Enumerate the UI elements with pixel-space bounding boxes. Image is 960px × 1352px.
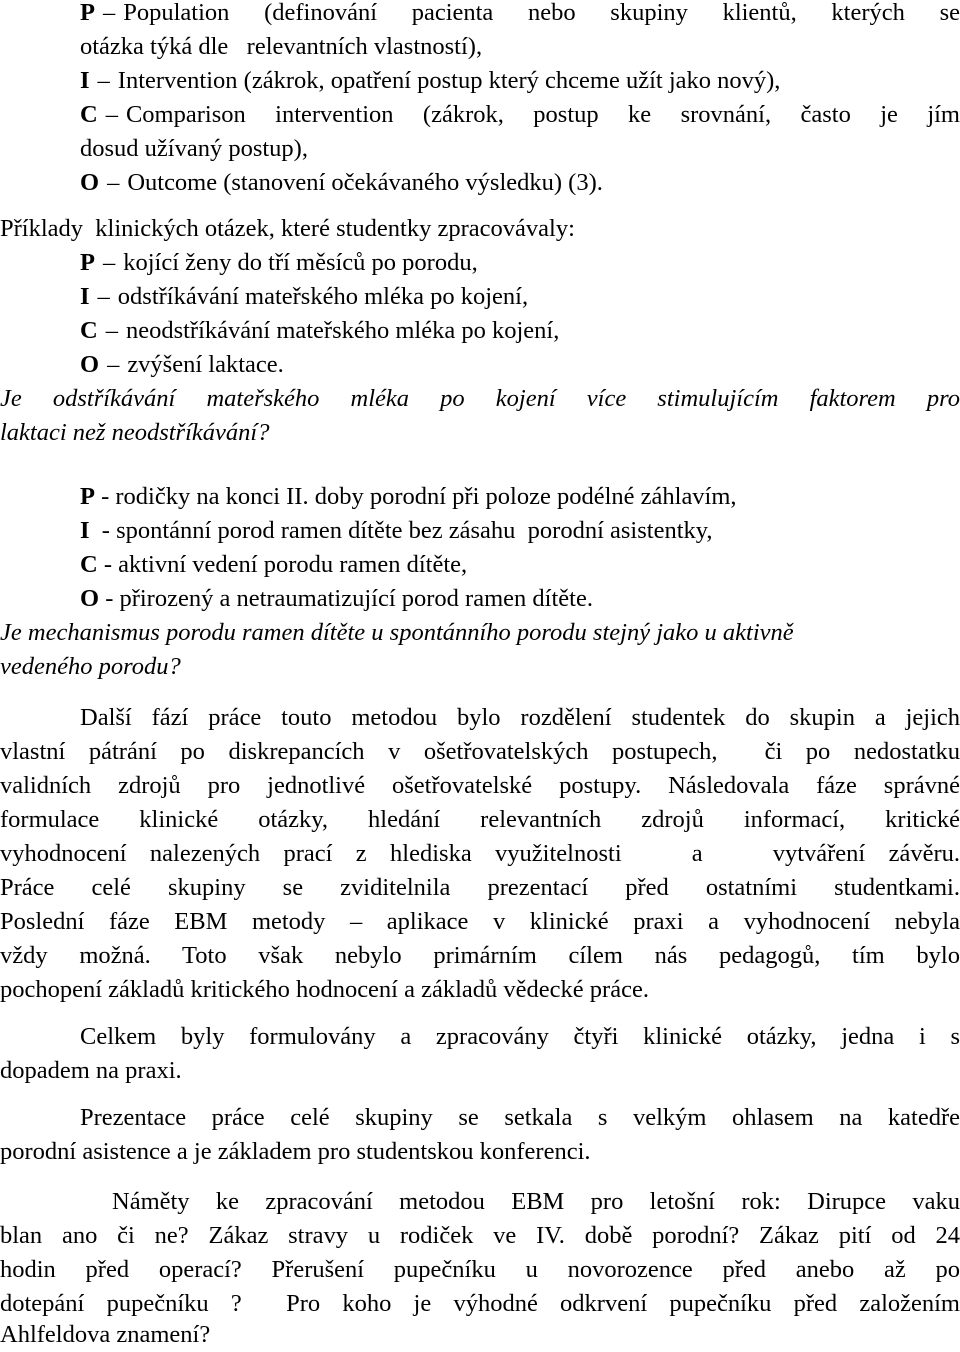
example2-c (0, 548, 960, 582)
paragraph1-line: vždy možná. Toto však nebylo primárním cílem nás pedagogů, tím bylo (0, 942, 960, 969)
pico-c-text: Comparison intervention (zákrok, postup ke srovnání, často je jím (125, 101, 960, 128)
paragraph1-line: Poslední fáze EBM metody – aplikace v klinické praxi a vyhodnocení nebyla (0, 908, 960, 935)
example1-o-letter: O (80, 351, 100, 378)
paragraph1-line: Další fází práce touto metodou bylo rozdělení studentek do skupin a jejich (80, 704, 960, 731)
example2-o-letter: O (80, 585, 100, 612)
pico-c-cont: dosud užívaný postup), (80, 135, 308, 162)
example2-i-text: - spontánní porod ramen dítěte bez zásahu porodní asistentky, (89, 517, 713, 544)
pico-p-letter: P (80, 0, 95, 26)
paragraph1-line: vlastní pátrání po diskrepancích v ošetřovatelských postupech, či po nedostatku (0, 738, 960, 765)
paragraph4-line: dotepání pupečníku ? Pro koho je výhodné odkrvení pupečníku před založením (0, 1290, 960, 1317)
example2-question-line1: Je mechanismus porodu ramen dítěte u spontánního porodu stejný jako u aktivně (0, 619, 794, 646)
paragraph1-line: pochopení základů kritického hodnocení a základů vědecké práce. (0, 976, 649, 1003)
pico-i-line (0, 64, 960, 98)
pico-i-dash: – (97, 67, 110, 94)
example1-c (0, 314, 960, 348)
examples-intro: Příklady klinických otázek, které studentky zpracovávaly: (0, 215, 575, 242)
paragraph2-line: dopadem na praxi. (0, 1057, 182, 1084)
example1-c-dash: – (105, 317, 118, 344)
example1-p (0, 246, 960, 280)
paragraph1-line: validních zdrojů pro jednotlivé ošetřovatelské postupy. Následovala fáze správné (0, 772, 960, 799)
paragraph1-line: formulace klinické otázky, hledání relevantních zdrojů informací, kritické (0, 806, 960, 833)
example2-c-text: - aktivní vedení porodu ramen dítěte, (103, 551, 468, 578)
pico-p-line (0, 0, 960, 30)
paragraph1-line: Práce celé skupiny se zviditelnila prezentací před ostatními studentkami. (0, 874, 960, 901)
paragraph2-line: Celkem byly formulovány a zpracovány čtyři klinické otázky, jedna i s (80, 1023, 960, 1050)
paragraph4-line: Ahlfeldova znamení? (0, 1321, 211, 1348)
example1-i-letter: I (80, 283, 90, 310)
example2-o (0, 582, 960, 616)
example1-c-text: neodstříkávání mateřského mléka po kojení, (125, 317, 560, 344)
paragraph3-line: Prezentace práce celé skupiny se setkala s velkým ohlasem na katedře (80, 1104, 960, 1131)
paragraph4-line: blan ano či ne? Zákaz stravy u rodiček ve IV. době porodní? Zákaz pití od 24 (0, 1222, 960, 1249)
example2-c-letter: C (80, 551, 98, 578)
example1-i-dash: – (97, 283, 110, 310)
example2-p-letter: P (80, 483, 95, 510)
pico-c-dash: – (105, 101, 118, 128)
pico-p-text: Population (definování pacienta nebo skupiny klientů, kterých se (123, 0, 960, 26)
example2-o-text: - přirozený a netraumatizující porod ramen dítěte. (105, 585, 593, 612)
example2-p (0, 480, 960, 514)
paragraph4-line: hodin před operací? Přerušení pupečníku u novorozence před anebo až po (0, 1256, 960, 1283)
pico-o-letter: O (80, 169, 100, 196)
example1-c-letter: C (80, 317, 98, 344)
example1-p-letter: P (80, 249, 95, 276)
pico-c-letter: C (80, 101, 98, 128)
example1-question-line2: laktaci než neodstříkávání? (0, 419, 270, 446)
example1-o-dash: – (107, 351, 120, 378)
pico-o-text: Outcome (stanovení očekávaného výsledku) (3). (127, 169, 603, 196)
example1-p-text: kojící ženy do tří měsíců po porodu, (123, 249, 478, 276)
example1-o-text: zvýšení laktace. (127, 351, 284, 378)
example1-i (0, 280, 960, 314)
pico-p-dash: – (102, 0, 116, 26)
paragraph4-line: Náměty ke zpracování metodou EBM pro letošní rok: Dirupce vaku (112, 1188, 960, 1215)
pico-c-line (0, 98, 960, 132)
example1-question-line1: Je odstříkávání mateřského mléka po kojení více stimulujícím faktorem pro (0, 385, 960, 412)
pico-p-cont: otázka týká dle relevantních vlastností), (80, 33, 483, 60)
pico-i-letter: I (80, 67, 90, 94)
pico-o-dash: – (107, 169, 120, 196)
pico-o-line (0, 166, 960, 200)
paragraph3-line: porodní asistence a je základem pro studentskou konferenci. (0, 1138, 591, 1165)
example2-question-line2: vedeného porodu? (0, 653, 181, 680)
paragraph1-line: vyhodnocení nalezených prací z hlediska využitelnosti a vytváření závěru. (0, 840, 960, 867)
example1-o (0, 348, 960, 382)
example1-p-dash: – (102, 249, 116, 276)
pico-i-text: Intervention (zákrok, opatření postup který chceme užít jako nový), (117, 67, 781, 94)
example2-p-text: - rodičky na konci II. doby porodní při poloze podélné záhlavím, (101, 483, 737, 510)
example2-i-letter: I (80, 517, 90, 544)
example2-i (0, 514, 960, 548)
example1-i-text: odstříkávání mateřského mléka po kojení, (117, 283, 529, 310)
